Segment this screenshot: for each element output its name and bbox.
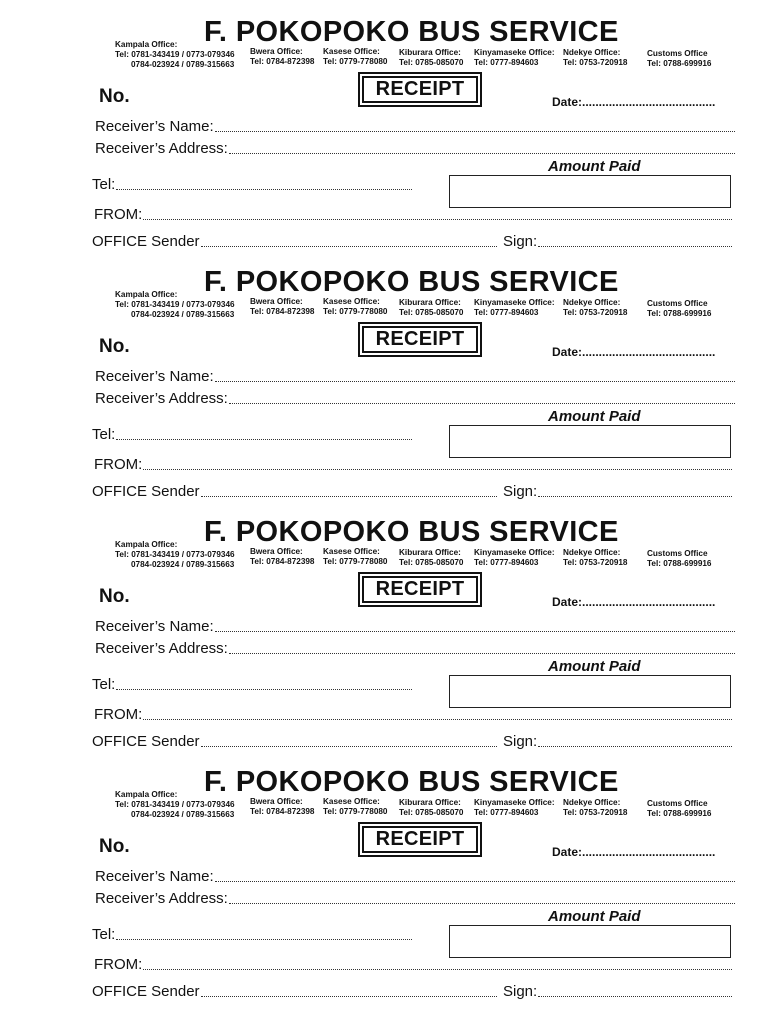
office-name: Customs Office — [647, 799, 708, 808]
amount-paid-box[interactable] — [449, 175, 731, 208]
fill-line — [229, 141, 735, 154]
receiver-name-label: Receiver’s Name: — [95, 118, 214, 135]
office-phone: Tel: 0781-343419 / 0773-079346 — [115, 550, 235, 559]
fill-line — [143, 457, 732, 470]
receiver-address-field[interactable] — [95, 891, 735, 906]
fill-line — [143, 957, 732, 970]
office-name: Customs Office — [647, 49, 708, 58]
fill-line — [538, 234, 732, 247]
office-sender-field[interactable] — [92, 484, 497, 499]
fill-line — [116, 927, 412, 940]
office-phone: Tel: 0779-778080 — [323, 807, 388, 816]
office-name: Kasese Office: — [323, 297, 380, 306]
office-phone: Tel: 0777-894603 — [474, 558, 539, 567]
office-phone: Tel: 0788-699916 — [647, 559, 712, 568]
receiver-name-field[interactable] — [95, 119, 735, 134]
kiburara-office-info — [399, 298, 463, 318]
receiver-name-label: Receiver’s Name: — [95, 368, 214, 385]
receipt-stamp — [358, 822, 482, 857]
receiver-name-field[interactable] — [95, 869, 735, 884]
office-phone: Tel: 0777-894603 — [474, 58, 539, 67]
office-name: Ndekye Office: — [563, 798, 621, 807]
sign-label: Sign: — [503, 233, 538, 250]
date-label: Date: — [552, 345, 583, 359]
office-phone: Tel: 0784-872398 — [250, 307, 315, 316]
office-sender-label: OFFICE Sender — [92, 733, 200, 750]
receipt-slip — [0, 250, 768, 500]
office-name: Customs Office — [647, 299, 708, 308]
office-name: Kinyamaseke Office: — [474, 798, 555, 807]
amount-paid-label: Amount Paid — [548, 908, 641, 925]
fill-line — [201, 234, 497, 247]
from-field[interactable] — [94, 957, 732, 972]
office-phone: 0784-023924 / 0789-315663 — [131, 310, 235, 319]
fill-line — [215, 619, 735, 632]
office-phone: Tel: 0784-872398 — [250, 807, 315, 816]
company-title: F. POKOPOKO BUS SERVICE — [204, 16, 619, 48]
office-phone: Tel: 0788-699916 — [647, 809, 712, 818]
office-name: Kiburara Office: — [399, 298, 461, 307]
office-sender-field[interactable] — [92, 234, 497, 249]
fill-line — [215, 119, 735, 132]
date-field[interactable] — [552, 595, 715, 609]
receipt-number-label: No. — [99, 86, 130, 107]
tel-field[interactable] — [92, 177, 412, 192]
ndekye-office-info — [563, 298, 627, 318]
amount-paid-label: Amount Paid — [548, 158, 641, 175]
from-field[interactable] — [94, 457, 732, 472]
date-field[interactable] — [552, 345, 715, 359]
receipt-number-label: No. — [99, 836, 130, 857]
kiburara-office-info — [399, 548, 463, 568]
kiburara-office-info — [399, 798, 463, 818]
fill-line — [201, 484, 497, 497]
receiver-address-label: Receiver’s Address: — [95, 890, 228, 907]
receipt-slip — [0, 0, 768, 250]
from-label: FROM: — [94, 206, 143, 223]
bwera-office-info — [250, 47, 314, 67]
receiver-address-label: Receiver’s Address: — [95, 390, 228, 407]
from-label: FROM: — [94, 456, 143, 473]
sign-field[interactable] — [503, 984, 732, 999]
sign-field[interactable] — [503, 734, 732, 749]
office-phone: Tel: 0781-343419 / 0773-079346 — [115, 300, 235, 309]
office-name: Kiburara Office: — [399, 798, 461, 807]
office-name: Kinyamaseke Office: — [474, 48, 555, 57]
fill-line — [201, 984, 497, 997]
amount-paid-box[interactable] — [449, 425, 731, 458]
from-field[interactable] — [94, 207, 732, 222]
office-name: Bwera Office: — [250, 297, 303, 306]
receiver-address-label: Receiver’s Address: — [95, 640, 228, 657]
amount-paid-box[interactable] — [449, 925, 731, 958]
receipt-stamp-text: RECEIPT — [362, 576, 478, 603]
office-name: Kiburara Office: — [399, 548, 461, 557]
office-phone: 0784-023924 / 0789-315663 — [131, 60, 235, 69]
receiver-address-field[interactable] — [95, 391, 735, 406]
date-label: Date: — [552, 95, 583, 109]
bwera-office-info — [250, 797, 314, 817]
customs-office-info — [647, 299, 711, 319]
company-title: F. POKOPOKO BUS SERVICE — [204, 266, 619, 298]
company-title: F. POKOPOKO BUS SERVICE — [204, 766, 619, 798]
ndekye-office-info — [563, 548, 627, 568]
tel-field[interactable] — [92, 927, 412, 942]
receiver-name-label: Receiver’s Name: — [95, 618, 214, 635]
fill-line — [201, 734, 497, 747]
receipt-stamp-text: RECEIPT — [362, 326, 478, 353]
receipt-number-label: No. — [99, 586, 130, 607]
office-name: Kampala Office: — [115, 540, 178, 549]
date-label: Date: — [552, 845, 583, 859]
receipt-slip — [0, 500, 768, 750]
fill-line — [538, 484, 732, 497]
office-phone: Tel: 0753-720918 — [563, 558, 628, 567]
kampala-office-info — [115, 540, 235, 570]
customs-office-info — [647, 49, 711, 69]
fill-line — [229, 641, 735, 654]
from-label: FROM: — [94, 956, 143, 973]
office-name: Kampala Office: — [115, 290, 178, 299]
kinyamaseke-office-info — [474, 298, 555, 318]
office-name: Kinyamaseke Office: — [474, 548, 555, 557]
office-phone: Tel: 0779-778080 — [323, 57, 388, 66]
customs-office-info — [647, 799, 711, 819]
office-phone: Tel: 0779-778080 — [323, 307, 388, 316]
receiver-name-field[interactable] — [95, 619, 735, 634]
tel-field[interactable] — [92, 677, 412, 692]
office-name: Customs Office — [647, 549, 708, 558]
office-name: Kinyamaseke Office: — [474, 298, 555, 307]
sign-field[interactable] — [503, 234, 732, 249]
office-phone: Tel: 0785-085070 — [399, 558, 464, 567]
receipt-stamp — [358, 572, 482, 607]
customs-office-info — [647, 549, 711, 569]
office-name: Bwera Office: — [250, 47, 303, 56]
fill-line — [215, 869, 735, 882]
receipt-stamp-text: RECEIPT — [362, 826, 478, 853]
fill-line — [538, 734, 732, 747]
ndekye-office-info — [563, 48, 627, 68]
office-sender-label: OFFICE Sender — [92, 483, 200, 500]
kinyamaseke-office-info — [474, 548, 555, 568]
office-name: Kampala Office: — [115, 790, 178, 799]
office-phone: Tel: 0777-894603 — [474, 808, 539, 817]
date-dots: ........................................ — [582, 845, 716, 859]
office-phone: Tel: 0781-343419 / 0773-079346 — [115, 800, 235, 809]
from-label: FROM: — [94, 706, 143, 723]
company-title: F. POKOPOKO BUS SERVICE — [204, 516, 619, 548]
receipt-stamp — [358, 322, 482, 357]
kasese-office-info — [323, 797, 387, 817]
ndekye-office-info — [563, 798, 627, 818]
receiver-address-field[interactable] — [95, 641, 735, 656]
office-name: Kasese Office: — [323, 47, 380, 56]
fill-line — [229, 891, 735, 904]
fill-line — [116, 677, 412, 690]
office-phone: 0784-023924 / 0789-315663 — [131, 810, 235, 819]
receipt-number-label: No. — [99, 336, 130, 357]
receiver-name-field[interactable] — [95, 369, 735, 384]
kinyamaseke-office-info — [474, 798, 555, 818]
office-phone: Tel: 0781-343419 / 0773-079346 — [115, 50, 235, 59]
office-name: Kampala Office: — [115, 40, 178, 49]
date-label: Date: — [552, 595, 583, 609]
office-phone: Tel: 0785-085070 — [399, 308, 464, 317]
office-phone: Tel: 0753-720918 — [563, 808, 628, 817]
fill-line — [143, 207, 732, 220]
tel-label: Tel: — [92, 676, 116, 693]
office-name: Kasese Office: — [323, 547, 380, 556]
bwera-office-info — [250, 297, 314, 317]
office-phone: 0784-023924 / 0789-315663 — [131, 560, 235, 569]
fill-line — [116, 177, 412, 190]
office-sender-label: OFFICE Sender — [92, 233, 200, 250]
office-name: Ndekye Office: — [563, 548, 621, 557]
date-field[interactable] — [552, 95, 715, 109]
office-phone: Tel: 0785-085070 — [399, 808, 464, 817]
office-name: Ndekye Office: — [563, 48, 621, 57]
sign-label: Sign: — [503, 983, 538, 1000]
sign-label: Sign: — [503, 733, 538, 750]
tel-label: Tel: — [92, 426, 116, 443]
office-phone: Tel: 0753-720918 — [563, 58, 628, 67]
date-field[interactable] — [552, 845, 715, 859]
office-phone: Tel: 0788-699916 — [647, 59, 712, 68]
receiver-address-label: Receiver’s Address: — [95, 140, 228, 157]
amount-paid-label: Amount Paid — [548, 658, 641, 675]
kinyamaseke-office-info — [474, 48, 555, 68]
office-phone: Tel: 0788-699916 — [647, 309, 712, 318]
kampala-office-info — [115, 790, 235, 820]
receiver-name-label: Receiver’s Name: — [95, 868, 214, 885]
office-sender-label: OFFICE Sender — [92, 983, 200, 1000]
fill-line — [229, 391, 735, 404]
sign-field[interactable] — [503, 484, 732, 499]
receipt-stamp-text: RECEIPT — [362, 76, 478, 103]
office-sender-field[interactable] — [92, 734, 497, 749]
tel-label: Tel: — [92, 926, 116, 943]
office-name: Bwera Office: — [250, 797, 303, 806]
office-name: Kiburara Office: — [399, 48, 461, 57]
fill-line — [116, 427, 412, 440]
amount-paid-label: Amount Paid — [548, 408, 641, 425]
from-field[interactable] — [94, 707, 732, 722]
date-dots: ........................................ — [582, 595, 716, 609]
receipt-stamp — [358, 72, 482, 107]
sign-label: Sign: — [503, 483, 538, 500]
office-phone: Tel: 0777-894603 — [474, 308, 539, 317]
fill-line — [215, 369, 735, 382]
date-dots: ........................................ — [582, 95, 716, 109]
receipt-slip — [0, 750, 768, 1000]
office-name: Bwera Office: — [250, 547, 303, 556]
kampala-office-info — [115, 290, 235, 320]
amount-paid-box[interactable] — [449, 675, 731, 708]
office-phone: Tel: 0784-872398 — [250, 57, 315, 66]
date-dots: ........................................ — [582, 345, 716, 359]
kampala-office-info — [115, 40, 235, 70]
bwera-office-info — [250, 547, 314, 567]
tel-field[interactable] — [92, 427, 412, 442]
office-sender-field[interactable] — [92, 984, 497, 999]
office-phone: Tel: 0753-720918 — [563, 308, 628, 317]
kiburara-office-info — [399, 48, 463, 68]
fill-line — [143, 707, 732, 720]
kasese-office-info — [323, 547, 387, 567]
office-phone: Tel: 0779-778080 — [323, 557, 388, 566]
fill-line — [538, 984, 732, 997]
office-name: Kasese Office: — [323, 797, 380, 806]
office-phone: Tel: 0785-085070 — [399, 58, 464, 67]
office-phone: Tel: 0784-872398 — [250, 557, 315, 566]
receiver-address-field[interactable] — [95, 141, 735, 156]
kasese-office-info — [323, 47, 387, 67]
office-name: Ndekye Office: — [563, 298, 621, 307]
tel-label: Tel: — [92, 176, 116, 193]
kasese-office-info — [323, 297, 387, 317]
